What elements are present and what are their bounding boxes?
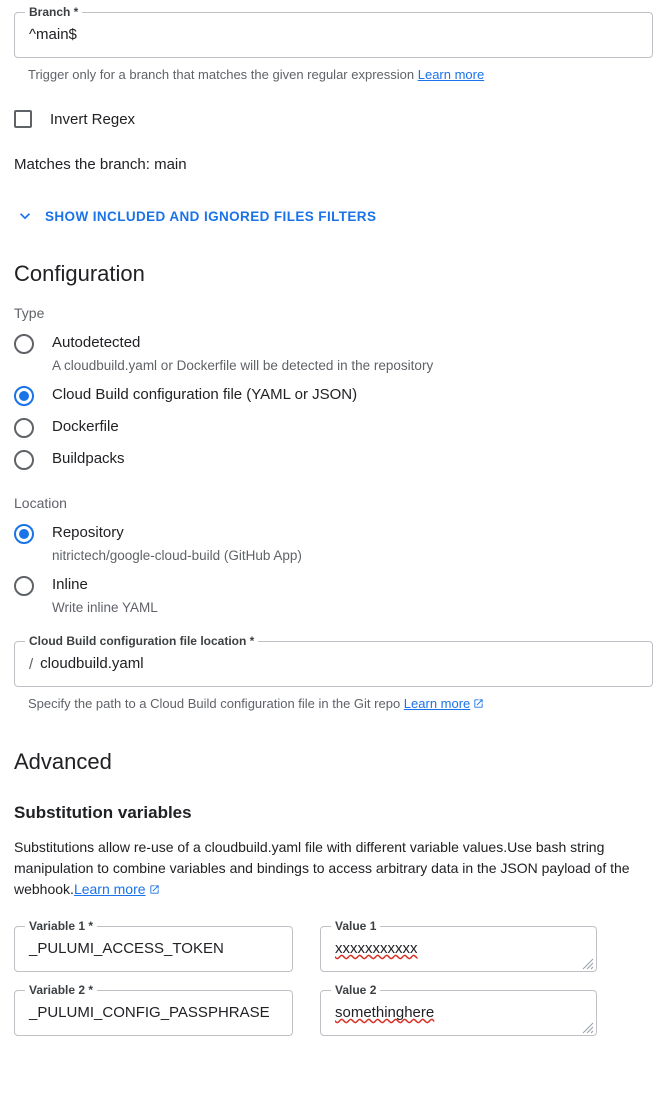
config-file-location-value: cloudbuild.yaml	[40, 655, 144, 672]
config-file-learn-more-link[interactable]: Learn more	[403, 696, 471, 711]
type-option-label: Buildpacks	[52, 450, 125, 467]
branch-helper-label: Trigger only for a branch that matches the given regular expression	[28, 67, 415, 82]
type-option-label: Cloud Build configuration file (YAML or JSON)	[52, 386, 358, 403]
substitution-paragraph	[14, 837, 653, 900]
substitution-learn-more-link[interactable]: Learn more	[73, 881, 146, 897]
substitution-variables-grid	[14, 919, 653, 1036]
variable-1-name-legend: Variable 1 *	[25, 919, 97, 933]
location-option-label: Repository	[52, 524, 124, 541]
radio-icon-selected[interactable]	[14, 524, 34, 544]
variable-value-cell	[320, 983, 597, 1036]
variable-2-value-value: somethinghere	[335, 1004, 435, 1021]
show-files-filters-expander[interactable]	[14, 205, 653, 227]
variable-1-name-value: _PULUMI_ACCESS_TOKEN	[29, 940, 224, 957]
clipped-top-text	[14, 0, 653, 8]
type-option-dockerfile[interactable]	[14, 417, 653, 437]
variable-2-name-legend: Variable 2 *	[25, 983, 97, 997]
radio-icon[interactable]	[14, 576, 34, 596]
substitution-paragraph-text: Substitutions allow re-use of a cloudbuild.yaml file with different variable values.Use bash string manipulation to combine variables and bindings to access arbitrary data in the JSON payload of the webhook.	[14, 839, 630, 897]
variable-1-value-legend: Value 1	[331, 919, 380, 933]
type-label: Type	[14, 305, 45, 321]
location-option-sub: nitrictech/google-cloud-build (GitHub App)	[52, 548, 302, 563]
config-file-location-legend: Cloud Build configuration file location *	[25, 634, 258, 648]
variable-name-cell	[14, 983, 293, 1036]
radio-icon[interactable]	[14, 334, 34, 354]
invert-regex-checkbox[interactable]	[14, 110, 32, 128]
config-file-location-field[interactable]	[14, 634, 653, 687]
variable-1-value-value: xxxxxxxxxxx	[335, 940, 418, 957]
branch-learn-more-link[interactable]: Learn more	[417, 67, 485, 82]
radio-icon[interactable]	[14, 418, 34, 438]
config-file-helper-label: Specify the path to a Cloud Build configuration file in the Git repo	[28, 696, 401, 711]
variable-name-cell	[14, 919, 293, 972]
location-label: Location	[14, 495, 67, 511]
variable-2-value-field[interactable]	[320, 983, 597, 1036]
location-option-sub: Write inline YAML	[52, 600, 158, 615]
variable-2-name-field[interactable]	[14, 983, 293, 1036]
variable-row	[14, 919, 653, 972]
config-file-path-prefix: /	[29, 655, 34, 673]
matches-branch-text: Matches the branch: main	[14, 156, 187, 173]
branch-field[interactable]	[14, 5, 653, 58]
type-option-label: Dockerfile	[52, 418, 119, 435]
location-option-label: Inline	[52, 576, 88, 593]
type-option-autodetected[interactable]	[14, 333, 653, 375]
type-radio-group	[14, 333, 653, 469]
invert-regex-label: Invert Regex	[50, 110, 136, 128]
external-link-icon	[473, 698, 484, 709]
advanced-heading: Advanced	[14, 749, 112, 774]
invert-regex-row[interactable]	[14, 110, 653, 128]
location-option-repository[interactable]	[14, 523, 653, 565]
external-link-icon	[149, 884, 160, 895]
type-option-config-file[interactable]	[14, 385, 653, 405]
variable-2-name-value: _PULUMI_CONFIG_PASSPHRASE	[29, 1004, 270, 1021]
type-option-label: Autodetected	[52, 334, 141, 351]
variable-row	[14, 983, 653, 1036]
branch-field-legend: Branch *	[25, 5, 82, 19]
type-option-buildpacks[interactable]	[14, 449, 653, 469]
configuration-heading: Configuration	[14, 261, 145, 286]
location-option-inline[interactable]	[14, 575, 653, 617]
variable-1-name-field[interactable]	[14, 919, 293, 972]
radio-icon-selected[interactable]	[14, 386, 34, 406]
variable-value-cell	[320, 919, 597, 972]
config-file-helper-text	[28, 695, 653, 713]
variable-1-value-field[interactable]	[320, 919, 597, 972]
location-radio-group	[14, 523, 653, 617]
branch-helper-text	[28, 66, 653, 84]
substitution-variables-heading: Substitution variables	[14, 803, 192, 822]
type-option-sub: A cloudbuild.yaml or Dockerfile will be detected in the repository	[52, 358, 434, 373]
chevron-down-icon	[14, 205, 36, 227]
variable-2-value-legend: Value 2	[331, 983, 380, 997]
show-files-filters-label: SHOW INCLUDED AND IGNORED FILES FILTERS	[45, 208, 377, 224]
branch-field-value: ^main$	[29, 26, 77, 43]
radio-icon[interactable]	[14, 450, 34, 470]
